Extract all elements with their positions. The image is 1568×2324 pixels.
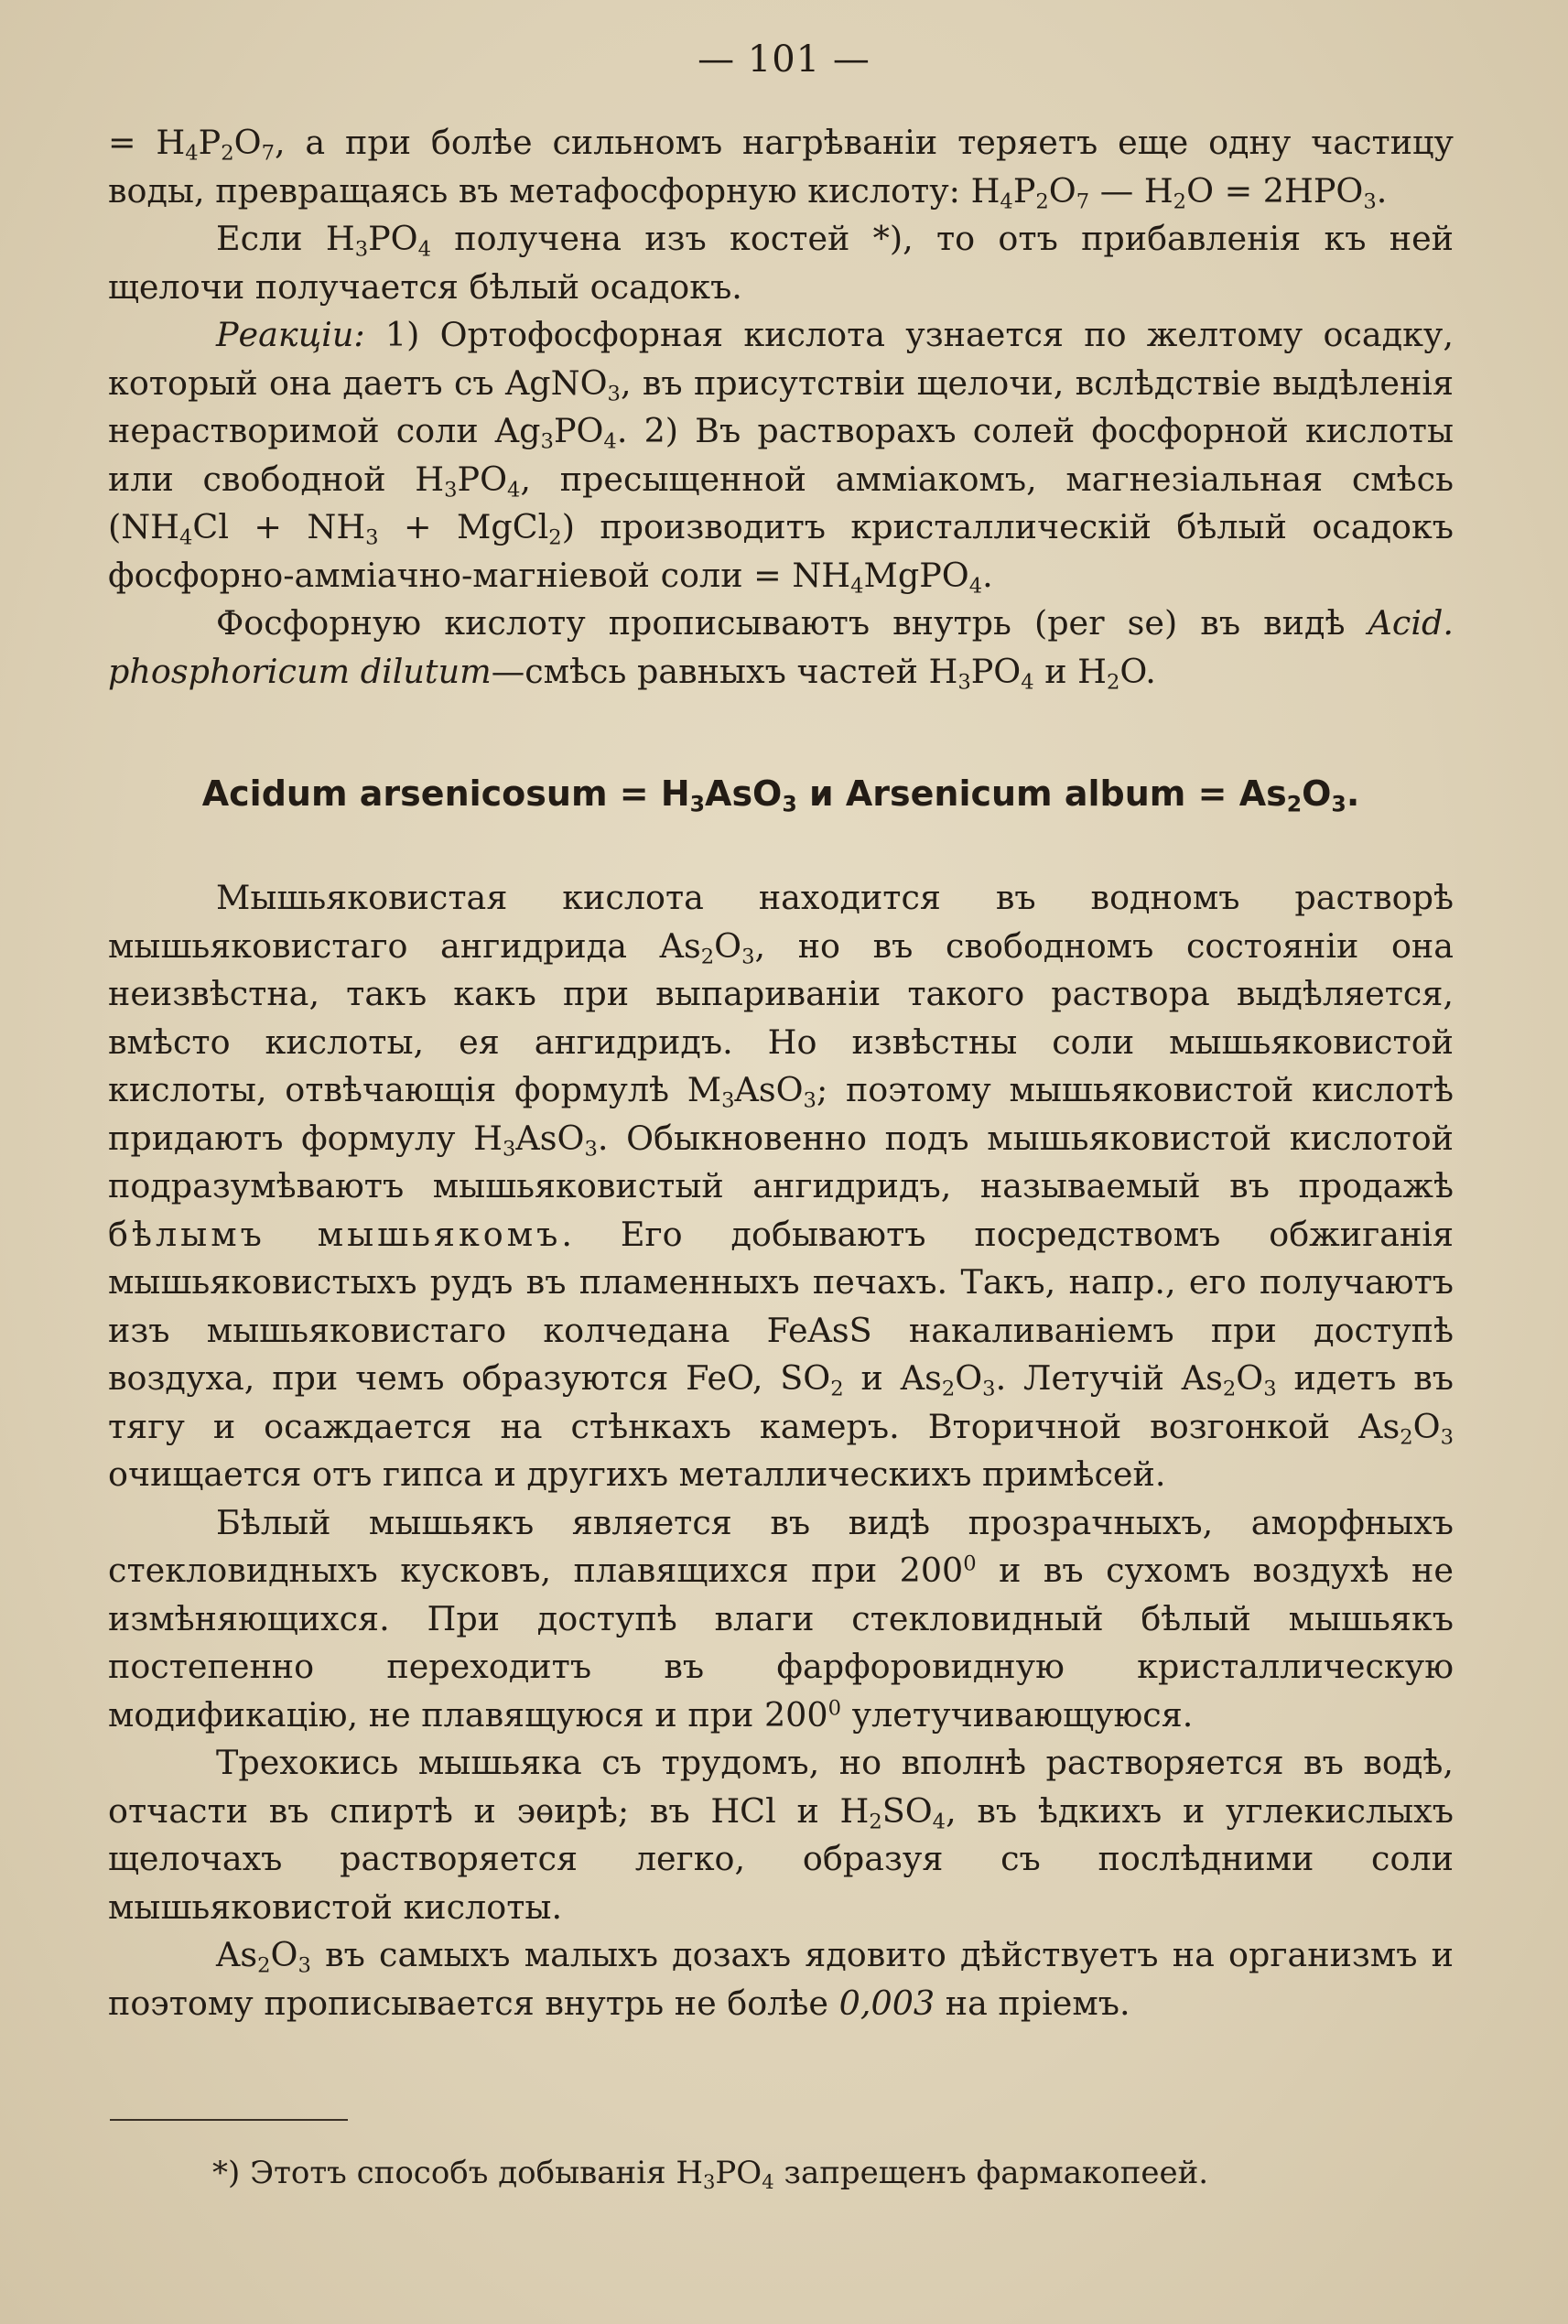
paragraph-metaphosphoric: = $H_4P_2O_7$, а при болѣе сильномъ нагрѣваніи теряетъ еще одну частицу воды, превращаясь въ метафосфорную кислоту: $H_4P_2O_7$ — $H_2O = 2HPO_3$. xyxy=(108,123,1454,213)
paragraph-prescription: Фосфорную кислоту прописываютъ внутрь (per se) въ видѣ Acid. phosphoricum dilutum—смѣсь равныхъ частей $H_3PO_4$ и $H_2O$. xyxy=(108,603,1454,694)
paragraph-reactions: Реакціи: 1) Ортофосфорная кислота узнается по желтому осадку, который она даетъ съ AgNO$_3$, въ присутствіи щелочи, вслѣдствіе выдѣленія нерастворимой соли $Ag_3PO_4$. 2) Въ растворахъ солей фосфорной кислоты или свободной $H_3PO_4$, пресыщенной амміакомъ, магнезіальная смѣсь ($NH_4Cl + NH_3$ + MgCl$_2$) производитъ кристаллическій бѣлый осадокъ фосфорно-амміачно-магніевой соли = $NH_4MgPO_4$. xyxy=(108,315,1454,598)
lower-text-block xyxy=(108,874,1454,2027)
section-heading: Acidum arsenicosum = $H_3AsO_3$ и Arsenicum album = $As_2O_3$. xyxy=(201,773,1360,817)
paragraph-white-arsenic: Бѣлый мышьякъ является въ видѣ прозрачныхъ, аморфныхъ стекловидныхъ кусковъ, плавящихся при $200^0$ и въ сухомъ воздухѣ не измѣняющихся. При доступѣ влаги стекловидный бѣлый мышьякъ постепенно переходитъ въ фарфоровидную кристаллическую модификацію, не плавящуюся и при $200^0$ улетучивающуюся. xyxy=(108,1502,1454,1735)
paragraph-bones: Если $H_3PO_4$ получена изъ костей *), то отъ прибавленія къ ней щелочи получается бѣлый осадокъ. xyxy=(108,219,1454,307)
paragraph-solubility: Трехокись мышьяка съ трудомъ, но вполнѣ растворяется въ водѣ, отчасти въ спиртѣ и эѳирѣ; въ HCl и $H_2SO_4$, въ ѣдкихъ и углекислыхъ щелочахъ растворяется легко, образуя съ послѣдними соли мышьяковистой кислоты. xyxy=(108,1743,1454,1927)
paragraph-arsenous-acid: Мышьяковистая кислота находится въ водномъ растворѣ мышьяковистаго ангидрида $As_2O_3$, но въ свободномъ состояніи она неизвѣстна, такъ какъ при выпариваніи такого раствора выдѣляется, вмѣсто кислоты, ея ангидридъ. Но извѣстны соли мышьяковистой кислоты, отвѣчающія формулѣ $M_3AsO_3$; поэтому мышьяковистой кислотѣ придаютъ формулу $H_3AsO_3$. Обыкновенно подъ мышьяковистой кислотой подразумѣваютъ мышьяковистый ангидридъ, называемый въ продажѣ бѣлымъ мышьякомъ. Его добываютъ посредствомъ обжиганія мышьяковистыхъ рудъ въ пламенныхъ печахъ. Такъ, напр., его получаютъ изъ мышьяковистаго колчедана FeAsS накаливаніемъ при доступѣ воздуха, при чемъ образуются FeO, $SO_2$ и $As_2O_3$. Летучій $As_2O_3$ идетъ въ тягу и осаждается на стѣнкахъ камеръ. Вторичной возгонкой $As_2O_3$ очищается отъ гипса и другихъ металлическихъ примѣсей. xyxy=(108,878,1454,1494)
paragraph-toxicity: $As_2O_3$ въ самыхъ малыхъ дозахъ ядовито дѣйствуетъ на организмъ и поэтому прописывается внутрь не болѣе 0,003 на пріемъ. xyxy=(108,1935,1454,2023)
footnote: *) Этотъ способъ добыванія $H_3PO_4$ запрещенъ фармакопеей. xyxy=(212,2155,1209,2193)
upper-text-block xyxy=(108,119,1454,696)
footnote-divider xyxy=(110,2119,348,2121)
page-number: — 101 — xyxy=(697,38,871,81)
